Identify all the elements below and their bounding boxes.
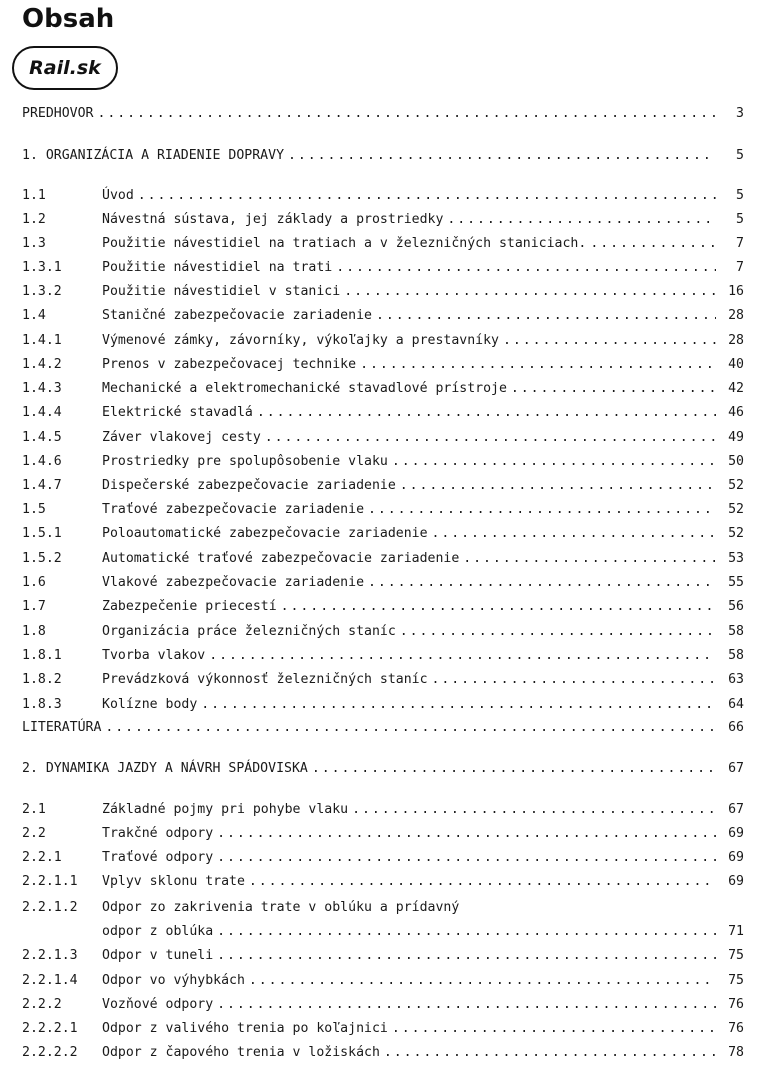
entry-number: 1.5.1 xyxy=(22,526,62,541)
entry-number: 1.8.1 xyxy=(22,648,62,663)
entry-text: LITERATÚRA xyxy=(22,720,102,735)
entry-number: 1.3.1 xyxy=(22,260,62,275)
entry-text: Traťové zabezpečovacie zariadenie xyxy=(102,502,365,517)
toc-entry xyxy=(22,231,744,253)
entry-page: 28 xyxy=(728,333,744,348)
entry-text: Základné pojmy pri pohybe vlaku xyxy=(102,802,349,817)
entry-text: Záver vlakovej cesty xyxy=(102,430,261,445)
entry-text: Traťové odpory xyxy=(102,850,214,865)
leader-dots xyxy=(265,429,716,447)
leader-dots xyxy=(352,801,716,819)
toc-entry xyxy=(22,1040,744,1062)
toc-entry xyxy=(22,715,744,737)
toc-entry xyxy=(22,845,744,867)
leader-dots xyxy=(400,477,716,495)
leader-dots xyxy=(432,525,716,543)
entry-number: 1.4.1 xyxy=(22,333,62,348)
entry-text: Trakčné odpory xyxy=(102,826,214,841)
leader-dots xyxy=(368,574,716,592)
entry-number: 1.2 xyxy=(22,212,46,227)
entry-text: Elektrické stavadlá xyxy=(102,405,253,420)
leader-dots xyxy=(447,211,716,229)
entry-page: 66 xyxy=(728,720,744,735)
entry-page: 76 xyxy=(728,1021,744,1036)
entry-text: Poloautomatické zabezpečovacie zariadenie xyxy=(102,526,428,541)
entry-number: 1.4.3 xyxy=(22,381,62,396)
toc-entry xyxy=(22,352,744,374)
entry-page: 58 xyxy=(728,648,744,663)
entry-text: Dispečerské zabezpečovacie zariadenie xyxy=(102,478,396,493)
leader-dots xyxy=(503,332,716,350)
toc-entry xyxy=(22,1016,744,1038)
leader-dots xyxy=(288,147,716,165)
leader-dots xyxy=(312,760,716,778)
entry-number: 1.5.2 xyxy=(22,551,62,566)
leader-dots xyxy=(360,356,716,374)
leader-dots xyxy=(384,1044,716,1062)
leader-dots xyxy=(590,235,716,253)
entry-text: Prevádzková výkonnosť železničných staníc xyxy=(102,672,428,687)
leader-dots xyxy=(217,923,716,941)
entry-text: Odpor z valivého trenia po koľajnici xyxy=(102,1021,388,1036)
leader-dots xyxy=(217,947,716,965)
entry-number: 1.6 xyxy=(22,575,46,590)
leader-dots xyxy=(97,105,716,123)
entry-page: 69 xyxy=(728,826,744,841)
entry-page: 76 xyxy=(728,997,744,1012)
entry-page: 40 xyxy=(728,357,744,372)
entry-text: odpor z oblúka xyxy=(102,924,214,939)
leader-dots xyxy=(217,849,716,867)
entry-number: 2.2.1 xyxy=(22,850,62,865)
entry-number: 1.7 xyxy=(22,599,46,614)
entry-number: 1.4.7 xyxy=(22,478,62,493)
toc-entry xyxy=(22,546,744,568)
toc-entry xyxy=(22,692,744,714)
toc-entry xyxy=(22,895,744,917)
toc-entry xyxy=(22,570,744,592)
toc-entry xyxy=(22,797,744,819)
entry-text: Automatické traťové zabezpečovacie zariadenie xyxy=(102,551,460,566)
entry-page: 28 xyxy=(728,308,744,323)
page-title: Obsah xyxy=(22,4,115,34)
entry-number: 2.2.1.2 xyxy=(22,900,78,915)
entry-number: 2.2.2.2 xyxy=(22,1045,78,1060)
entry-number: 1.4.2 xyxy=(22,357,62,372)
entry-text: Prostriedky pre spolupôsobenie vlaku xyxy=(102,454,388,469)
entry-page: 46 xyxy=(728,405,744,420)
entry-text: 1. ORGANIZÁCIA A RIADENIE DOPRAVY xyxy=(22,148,285,163)
leader-dots xyxy=(257,404,716,422)
toc-entry xyxy=(22,667,744,689)
entry-number: 2.2 xyxy=(22,826,46,841)
entry-page: 7 xyxy=(736,236,744,251)
entry-page: 78 xyxy=(728,1045,744,1060)
entry-text: Použitie návestidiel v stanici xyxy=(102,284,341,299)
toc-entry xyxy=(22,449,744,471)
leader-dots xyxy=(463,550,716,568)
entry-page: 71 xyxy=(728,924,744,939)
entry-number: 1.4.5 xyxy=(22,430,62,445)
entry-number: 2.2.1.4 xyxy=(22,973,78,988)
entry-page: 49 xyxy=(728,430,744,445)
entry-page: 75 xyxy=(728,948,744,963)
toc-entry xyxy=(22,101,744,123)
toc-entry xyxy=(22,207,744,229)
entry-text: Odpor v tuneli xyxy=(102,948,214,963)
entry-number: 2.1 xyxy=(22,802,46,817)
entry-number: 2.2.2 xyxy=(22,997,62,1012)
entry-number: 1.1 xyxy=(22,188,46,203)
toc-entry xyxy=(22,619,744,641)
entry-number: 2.2.1.3 xyxy=(22,948,78,963)
entry-text: Odpor zo zakrivenia trate v oblúku a prídavný xyxy=(102,900,460,915)
entry-page: 58 xyxy=(728,624,744,639)
entry-text: Prenos v zabezpečovacej technike xyxy=(102,357,357,372)
leader-dots xyxy=(392,453,716,471)
entry-text: Odpor vo výhybkách xyxy=(102,973,245,988)
entry-page: 63 xyxy=(728,672,744,687)
leader-dots xyxy=(138,187,716,205)
entry-text: Použitie návestidiel na tratiach a v železničných staniciach. xyxy=(102,236,587,251)
leader-dots xyxy=(511,380,716,398)
toc-entry xyxy=(22,473,744,495)
entry-number: 1.4.6 xyxy=(22,454,62,469)
toc-entry xyxy=(22,869,744,891)
entry-text: Mechanické a elektromechanické stavadlové prístroje xyxy=(102,381,507,396)
leader-dots xyxy=(392,1020,716,1038)
entry-page: 42 xyxy=(728,381,744,396)
entry-page: 67 xyxy=(728,802,744,817)
toc-entry xyxy=(22,328,744,350)
entry-page: 53 xyxy=(728,551,744,566)
entry-page: 3 xyxy=(736,106,744,121)
entry-page: 52 xyxy=(728,526,744,541)
entry-page: 75 xyxy=(728,973,744,988)
entry-text: Organizácia práce železničných staníc xyxy=(102,624,396,639)
entry-page: 69 xyxy=(728,874,744,889)
entry-text: PREDHOVOR xyxy=(22,106,94,121)
leader-dots xyxy=(400,623,716,641)
entry-number: 1.4.4 xyxy=(22,405,62,420)
entry-page: 50 xyxy=(728,454,744,469)
entry-page: 5 xyxy=(736,212,744,227)
toc-entry xyxy=(22,821,744,843)
toc-entry xyxy=(22,943,744,965)
entry-number: 1.3.2 xyxy=(22,284,62,299)
entry-page: 69 xyxy=(728,850,744,865)
entry-page: 5 xyxy=(736,188,744,203)
entry-number: 1.3 xyxy=(22,236,46,251)
entry-page: 55 xyxy=(728,575,744,590)
entry-text: Vozňové odpory xyxy=(102,997,214,1012)
toc-entry xyxy=(22,183,744,205)
entry-page: 16 xyxy=(728,284,744,299)
entry-text: Tvorba vlakov xyxy=(102,648,206,663)
leader-dots xyxy=(209,647,716,665)
entry-number: 1.5 xyxy=(22,502,46,517)
toc-entry xyxy=(22,919,744,941)
entry-number: 1.8.2 xyxy=(22,672,62,687)
toc-entry xyxy=(22,376,744,398)
entry-number: 1.4 xyxy=(22,308,46,323)
entry-page: 52 xyxy=(728,478,744,493)
leader-dots xyxy=(281,598,716,616)
toc-entry xyxy=(22,425,744,447)
entry-text: Zabezpečenie priecestí xyxy=(102,599,277,614)
toc-entry xyxy=(22,279,744,301)
toc-entry xyxy=(22,756,744,778)
entry-text: Vlakové zabezpečovacie zariadenie xyxy=(102,575,365,590)
toc-entry xyxy=(22,255,744,277)
leader-dots xyxy=(201,696,716,714)
toc-entry xyxy=(22,400,744,422)
entry-number: 2.2.1.1 xyxy=(22,874,78,889)
toc-entry xyxy=(22,968,744,990)
entry-page: 5 xyxy=(736,148,744,163)
leader-dots xyxy=(105,719,716,737)
toc-entry xyxy=(22,303,744,325)
entry-text: 2. DYNAMIKA JAZDY A NÁVRH SPÁDOVISKA xyxy=(22,761,308,776)
entry-text: Výmenové zámky, závorníky, výkoľajky a prestavníky xyxy=(102,333,499,348)
entry-text: Úvod xyxy=(102,188,134,203)
entry-text: Staničné zabezpečovacie zariadenie xyxy=(102,308,372,323)
entry-text: Kolízne body xyxy=(102,697,198,712)
toc-entry xyxy=(22,992,744,1014)
leader-dots xyxy=(368,501,716,519)
toc-entry xyxy=(22,594,744,616)
entry-page: 7 xyxy=(736,260,744,275)
logo-text: Rail.sk xyxy=(29,57,101,79)
leader-dots xyxy=(344,283,716,301)
entry-text: Použitie návestidiel na trati xyxy=(102,260,333,275)
toc-entry xyxy=(22,521,744,543)
entry-page: 67 xyxy=(728,761,744,776)
leader-dots xyxy=(336,259,716,277)
entry-page: 64 xyxy=(728,697,744,712)
toc-entry xyxy=(22,643,744,665)
leader-dots xyxy=(249,873,716,891)
entry-number: 1.8.3 xyxy=(22,697,62,712)
entry-text: Návestná sústava, jej základy a prostriedky xyxy=(102,212,444,227)
leader-dots xyxy=(432,671,716,689)
entry-page: 52 xyxy=(728,502,744,517)
entry-number: 2.2.2.1 xyxy=(22,1021,78,1036)
toc-entry xyxy=(22,143,744,165)
entry-page: 56 xyxy=(728,599,744,614)
leader-dots xyxy=(249,972,716,990)
leader-dots xyxy=(217,996,716,1014)
leader-dots xyxy=(217,825,716,843)
entry-text: Vplyv sklonu trate xyxy=(102,874,245,889)
entry-text: Odpor z čapového trenia v ložiskách xyxy=(102,1045,380,1060)
leader-dots xyxy=(376,307,716,325)
entry-number: 1.8 xyxy=(22,624,46,639)
toc-entry xyxy=(22,497,744,519)
